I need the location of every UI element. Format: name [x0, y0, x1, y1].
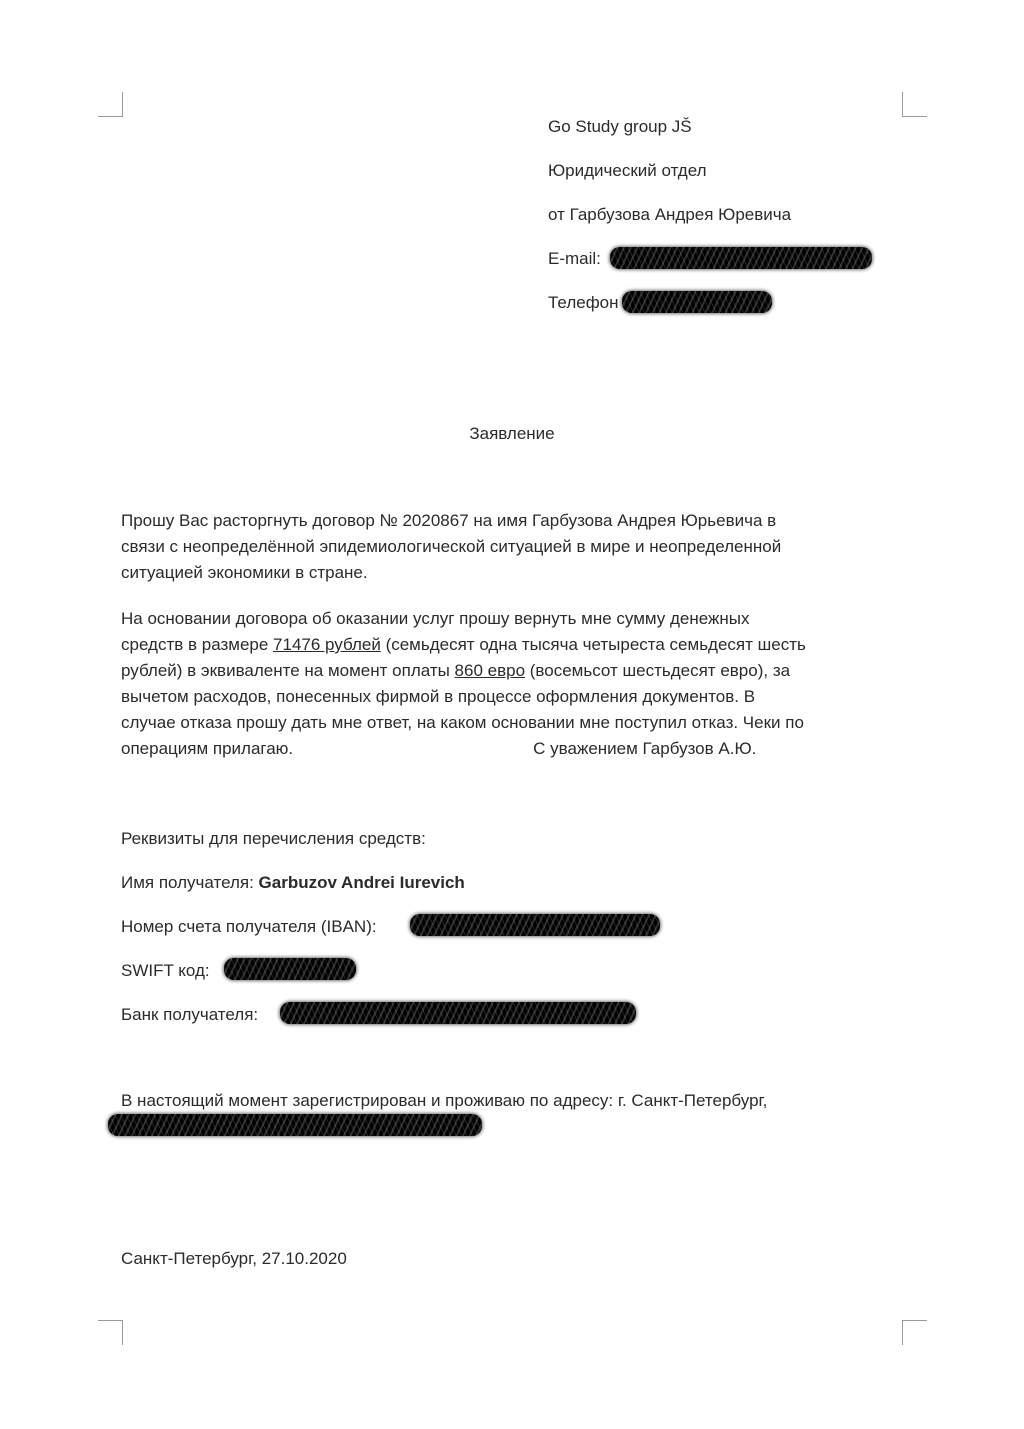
paragraph-line: На основании договора об оказании услуг прошу вернуть мне сумму денежных — [121, 609, 750, 628]
page-corner-mark-top-left — [98, 92, 123, 117]
recipient-company: Go Study group JŠ — [548, 117, 692, 136]
paragraph-line: Прошу Вас расторгнуть договор № 2020867 на имя Гарбузова Андрея Юрьевича в — [121, 511, 777, 530]
place-date: Санкт-Петербург, 27.10.2020 — [121, 1249, 347, 1268]
paragraph-refund-request — [121, 606, 911, 762]
iban-label: Номер счета получателя (IBAN): — [121, 917, 377, 936]
page-corner-mark-bottom-left — [98, 1320, 123, 1345]
phone-redaction — [622, 291, 772, 313]
amount-rubles: 71476 рублей — [273, 635, 381, 654]
recipient-name-row: Имя получателя: Garbuzov Andrei Iurevich — [121, 873, 465, 892]
paragraph-line: рублей) в эквиваленте на момент оплаты 860 евро (восемьсот шестьдесят евро), за — [121, 661, 791, 680]
sender-name: от Гарбузова Андрея Юревича — [548, 205, 792, 224]
amount-euro: 860 евро — [454, 661, 526, 680]
recipient-name: Garbuzov Andrei Iurevich — [258, 873, 465, 892]
page-corner-mark-bottom-right — [902, 1320, 927, 1345]
recipient-department: Юридический отдел — [548, 161, 707, 180]
document-title: Заявление — [469, 424, 555, 443]
paragraph-termination-request — [121, 508, 911, 586]
paragraph-line: операциям прилагаю. С уважением Гарбузов А.Ю. — [121, 739, 757, 758]
paragraph-line: случае отказа прошу дать мне ответ, на каком основании мне поступил отказ. Чеки по — [121, 713, 804, 732]
phone-label: Телефон — [548, 293, 619, 312]
paragraph-line: ситуацией экономики в стране. — [121, 563, 368, 582]
swift-redaction — [224, 958, 356, 980]
email-label: E-mail: — [548, 249, 601, 268]
address-redaction — [108, 1114, 482, 1136]
email-redaction — [610, 247, 872, 269]
bank-redaction — [280, 1002, 636, 1024]
paragraph-line: средств в размере 71476 рублей (семьдесят одна тысяча четыреста семьдесят шесть — [121, 635, 806, 654]
paragraph-line: вычетом расходов, понесенных фирмой в процессе оформления документов. В — [121, 687, 756, 706]
page-corner-mark-top-right — [902, 92, 927, 117]
swift-label: SWIFT код: — [121, 961, 210, 980]
signature: С уважением Гарбузов А.Ю. — [533, 739, 757, 758]
paragraph-line: связи с неопределённой эпидемиологической ситуацией в мире и неопределенной — [121, 537, 782, 556]
iban-redaction — [410, 914, 660, 936]
requisites-heading: Реквизиты для перечисления средств: — [121, 829, 426, 848]
bank-label: Банк получателя: — [121, 1005, 259, 1024]
address-line: В настоящий момент зарегистрирован и проживаю по адресу: г. Санкт-Петербург, — [121, 1091, 768, 1110]
